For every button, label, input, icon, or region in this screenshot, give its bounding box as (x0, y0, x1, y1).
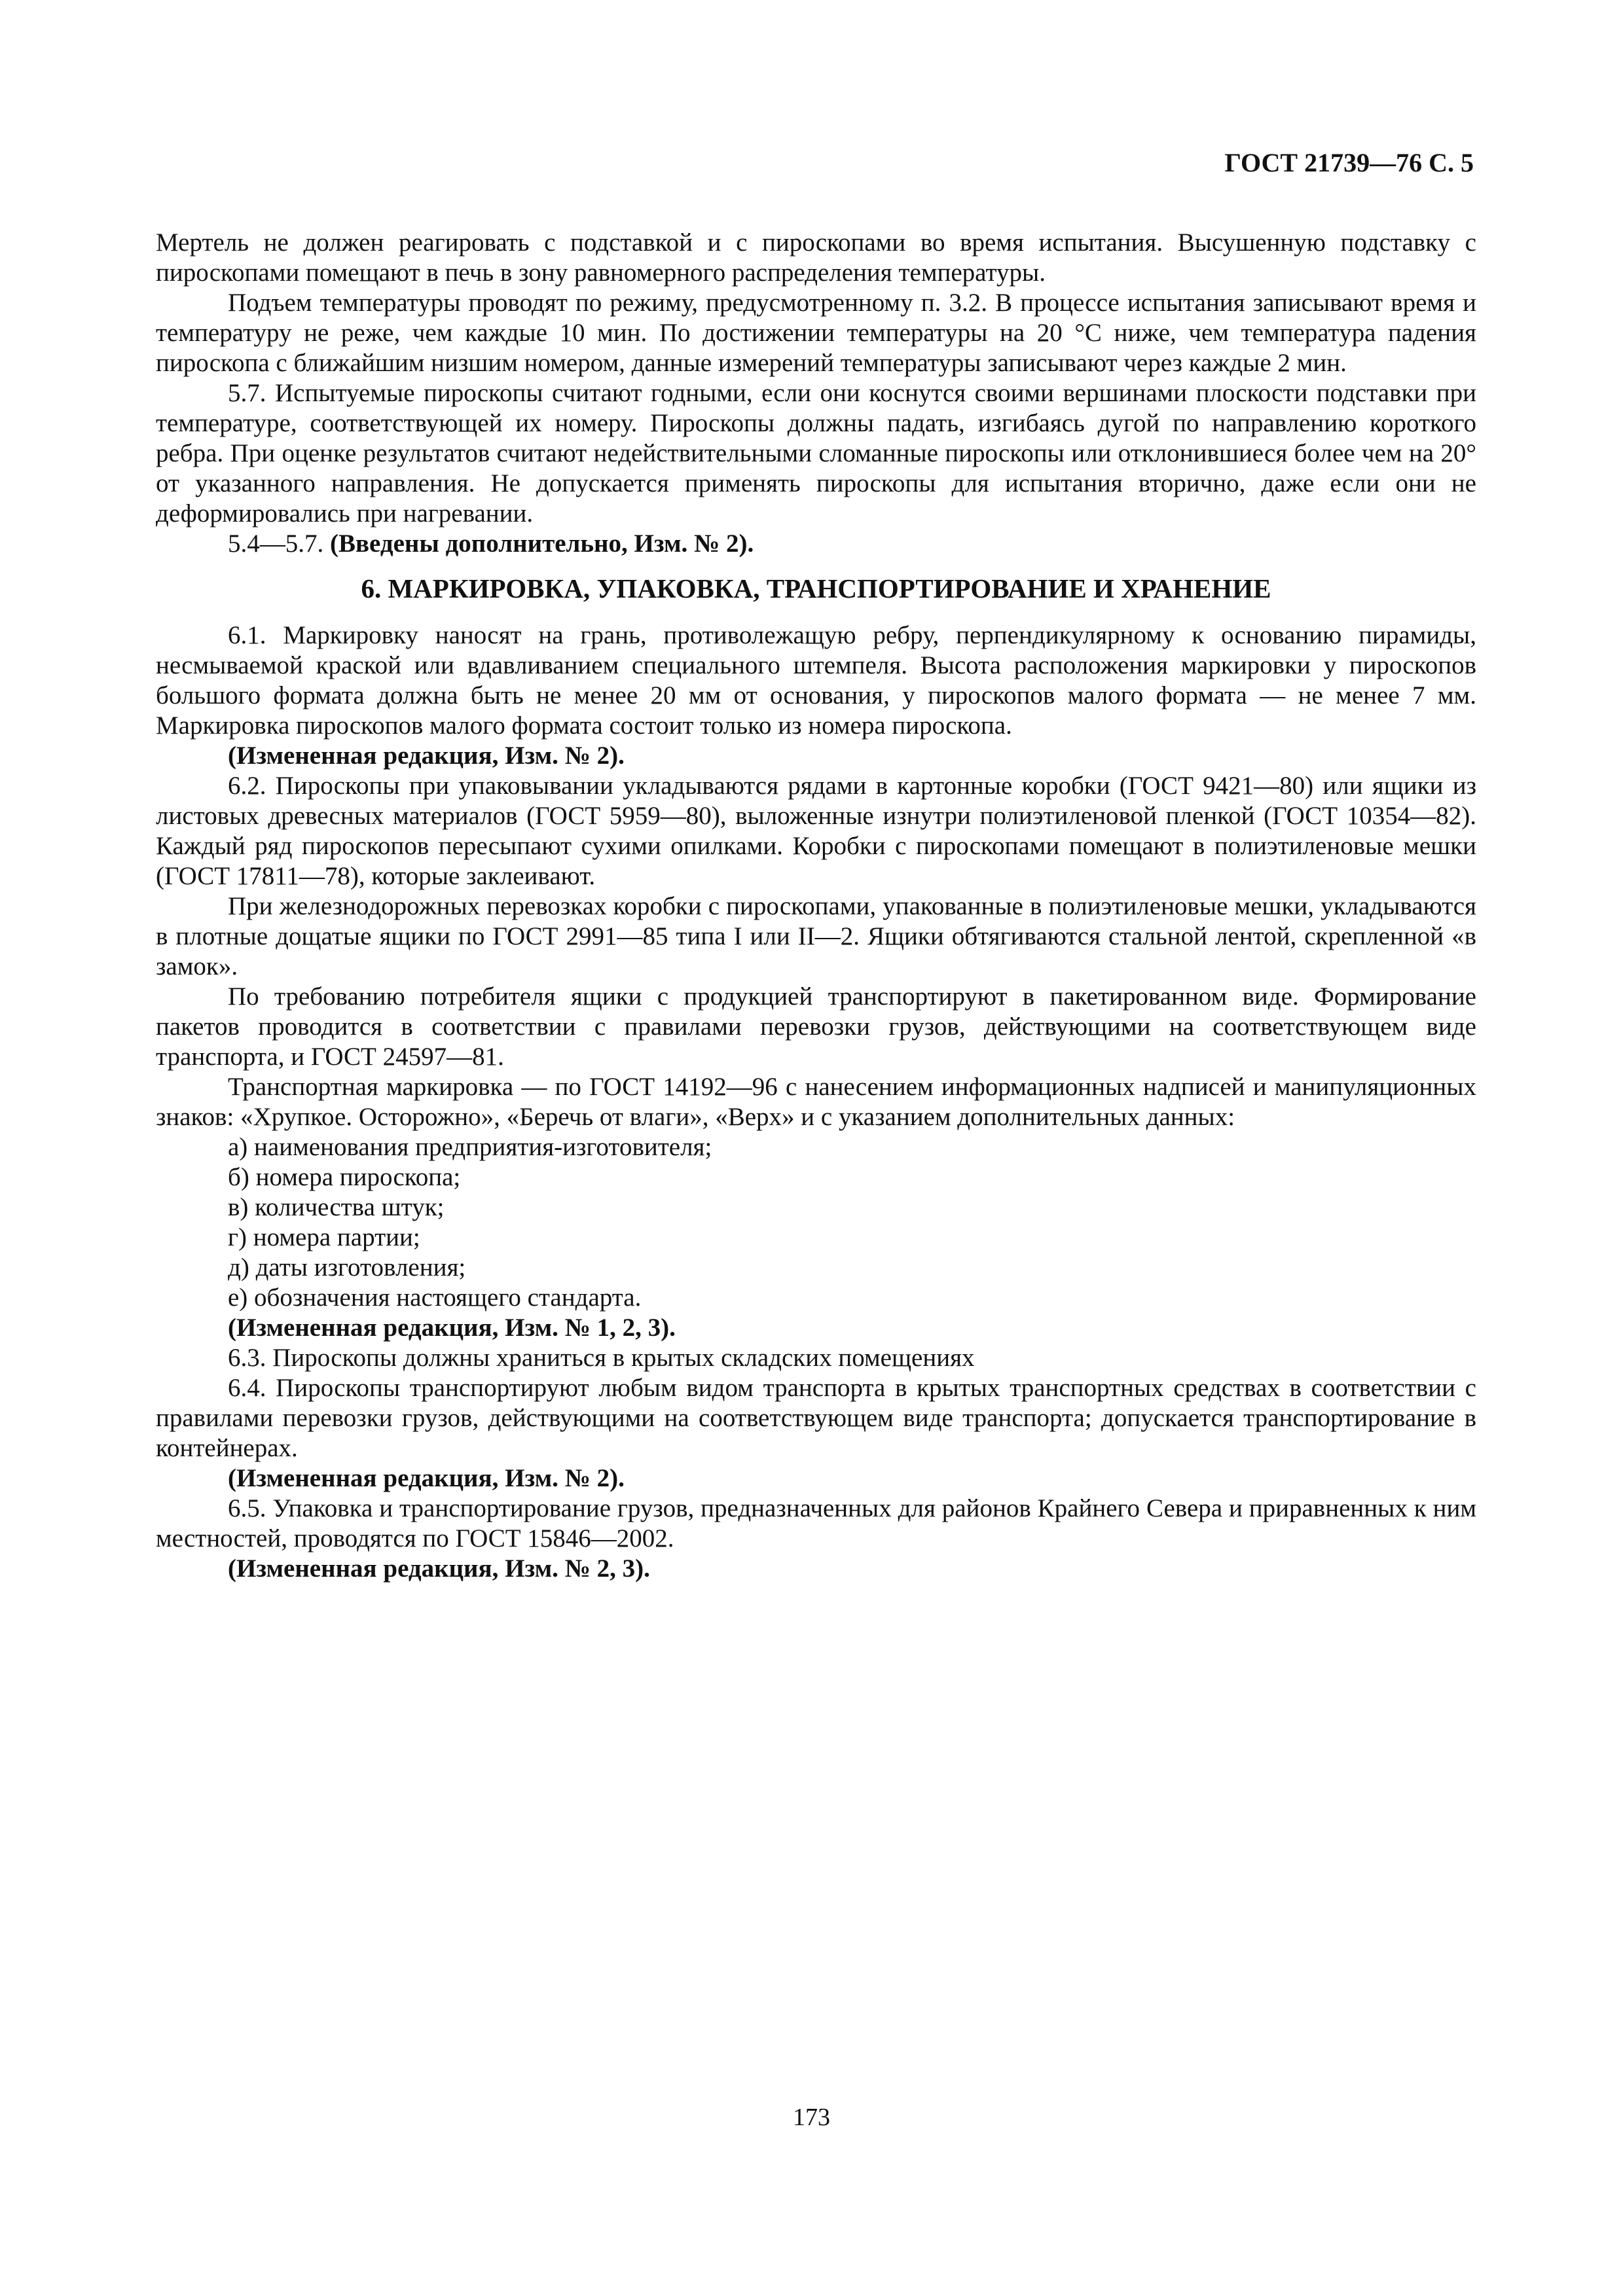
list-item: д) даты изготовления; (228, 1253, 466, 1282)
marking-data-list (156, 1132, 1476, 1313)
amendment-ref: 5.4—5.7. (228, 529, 330, 558)
body-text (156, 228, 1476, 1584)
paragraph-6-5: 6.5. Упаковка и транспортирование грузов, предназначенных для районов Крайнего Севера и приравненных к ним местностей, проводятся по ГОСТ 15846—2002. (156, 1494, 1476, 1552)
paragraph-5-7: 5.7. Испытуемые пироскопы считают годными, если они коснутся своими вершинами плоскости подставки при температуре, соответствующей их номеру. Пироскопы должны падать, изгибаясь дугой по направлению короткого ребра. При оценке результатов считают недействительными сломанные пироскопы или отклонившиеся более чем на 20° от указанного направления. Не допускается применять пироскопы для испытания вторично, даже если они не деформировались при нагревании. (156, 379, 1476, 528)
amendment-note: (Измененная редакция, Изм. № 2, 3). (228, 1554, 650, 1583)
list-item: б) номера пироскопа; (228, 1163, 461, 1191)
amendment-note: (Измененная редакция, Изм. № 2). (228, 1464, 625, 1492)
list-item: г) номера партии; (228, 1223, 420, 1251)
paragraph-6-4: 6.4. Пироскопы транспортируют любым видом транспорта в крытых транспортных средствах в соответствии с правилами перевозки грузов, действующими на соответствующем виде транспорта; допускается транспортирование в контейнерах. (156, 1374, 1476, 1462)
paragraph: Подъем температуры проводят по режиму, предусмотренному п. 3.2. В процессе испытания записывают время и температуру не реже, чем каждые 10 мин. По достижении температуры на 20 °С ниже, чем температура падения пироскопа с ближайшим низшим номером, данные измерений температуры записывают через каждые 2 мин. (156, 289, 1476, 377)
list-item: а) наименования предприятия-изготовителя; (228, 1133, 712, 1161)
amendment-note: (Измененная редакция, Изм. № 2). (228, 742, 625, 770)
paragraph-6-2: 6.2. Пироскопы при упаковывании укладываются рядами в картонные коробки (ГОСТ 9421—80) или ящики из листовых древесных материалов (ГОСТ 5959—80), выложенные изнутри полиэтиленовой пленкой (ГОСТ 10354—82). Каждый ряд пироскопов пересыпают сухими опилками. Коробки с пироскопами помещают в полиэтиленовые мешки (ГОСТ 17811—78), которые заклеивают. (156, 772, 1476, 890)
running-header: ГОСТ 21739—76 С. 5 (1224, 148, 1474, 177)
amendment-note (156, 529, 1476, 559)
paragraph: Мертель не должен реагировать с подставкой и с пироскопами во время испытания. Высушенную подставку с пироскопами помещают в печь в зону равномерного распределения температуры. (156, 228, 1476, 287)
list-item: е) обозначения настоящего стандарта. (228, 1283, 642, 1312)
amendment-text: (Введены дополнительно, Изм. № 2). (330, 529, 754, 558)
page-number: 173 (793, 2104, 830, 2131)
paragraph-6-3: 6.3. Пироскопы должны храниться в крытых складских помещениях (228, 1344, 975, 1372)
paragraph-6-1: 6.1. Маркировку наносят на грань, противолежащую ребру, перпендикулярному к основанию пирамиды, несмываемой краской или вдавливанием специального штемпеля. Высота расположения маркировки у пироскопов большого формата должна быть не менее 20 мм от основания, у пироскопов малого формата — не менее 7 мм. Маркировка пироскопов малого формата состоит только из номера пироскопа. (156, 621, 1476, 740)
paragraph: Транспортная маркировка — по ГОСТ 14192—96 с нанесением информационных надписей и манипуляционных знаков: «Хрупкое. Осторожно», «Беречь от влаги», «Верх» и с указанием дополнительных данных: (156, 1073, 1476, 1131)
paragraph: По требованию потребителя ящики с продукцией транспортируют в пакетированном виде. Формирование пакетов проводится в соответствии с правилами перевозки грузов, действующими на соответствующем виде транспорта, и ГОСТ 24597—81. (156, 982, 1476, 1071)
paragraph: При железнодорожных перевозках коробки с пироскопами, упакованные в полиэтиленовые мешки, укладываются в плотные дощатые ящики по ГОСТ 2991—85 типа I или II—2. Ящики обтягиваются стальной лентой, скрепленной «в замок». (156, 892, 1476, 980)
section-heading: 6. МАРКИРОВКА, УПАКОВКА, ТРАНСПОРТИРОВАНИЕ И ХРАНЕНИЕ (361, 573, 1271, 603)
amendment-note: (Измененная редакция, Изм. № 1, 2, 3). (228, 1314, 676, 1342)
list-item: в) количества штук; (228, 1193, 445, 1221)
